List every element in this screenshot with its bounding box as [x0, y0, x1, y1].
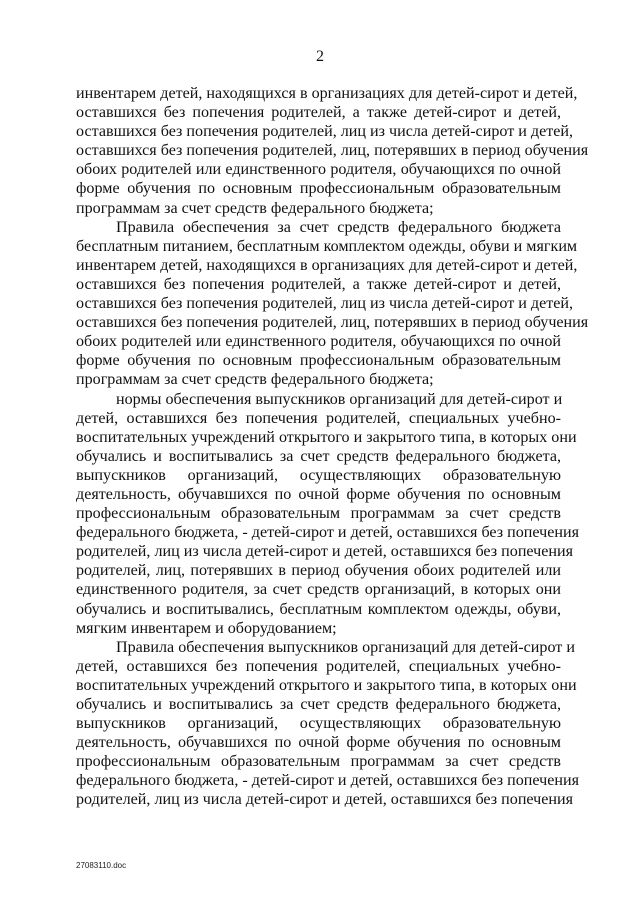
text-line: форме обучения по основным профессиональным образовательным: [76, 180, 561, 198]
text-line: бесплатным питанием, бесплатным комплектом одежды, обуви и мягким: [76, 237, 578, 255]
text-line: обоих родителей или единственного родителя, обучающихся по очной: [76, 333, 561, 351]
text-line: детей, оставшихся без попечения родителей, специальных учебно-: [76, 409, 561, 427]
text-line: программам за счет средств федерального бюджета;: [76, 371, 434, 389]
text-line: форме обучения по основным профессиональным образовательным: [76, 352, 561, 370]
text-line: обучались и воспитывались, бесплатным комплектом одежды, обуви,: [76, 600, 561, 618]
text-line: выпускников организаций, осуществляющих образовательную: [76, 466, 561, 484]
text-line: федерального бюджета, - детей-сирот и детей, оставшихся без попечения: [76, 524, 580, 542]
text-line: профессиональным образовательным программам за счет средств: [76, 505, 561, 523]
text-line: федерального бюджета, - детей-сирот и детей, оставшихся без попечения: [76, 772, 580, 790]
text-line: оставшихся без попечения родителей, лиц из числа детей-сирот и детей,: [76, 123, 574, 141]
paragraph-continuation: [76, 84, 589, 218]
document-body: [76, 84, 589, 810]
paragraph-graduate-norms: [76, 390, 580, 638]
text-line: родителей, лиц из числа детей-сирот и детей, оставшихся без попечения: [76, 543, 574, 561]
text-line: Правила обеспечения выпускников организаций для детей-сирот и: [116, 638, 575, 656]
text-line: оставшихся без попечения родителей, лиц из числа детей-сирот и детей,: [76, 295, 574, 313]
text-line: оставшихся без попечения родителей, а также детей-сирот и детей,: [76, 275, 561, 293]
text-line: родителей, лиц из числа детей-сирот и детей, оставшихся без попечения: [76, 791, 574, 809]
text-line: нормы обеспечения выпускников организаций для детей-сирот и: [116, 390, 563, 408]
text-line: деятельность, обучавшихся по очной форме обучения по основным: [76, 734, 561, 752]
text-line: Правила обеспечения за счет средств федерального бюджета: [116, 218, 561, 236]
paragraph-graduate-rules: [76, 638, 580, 810]
text-line: инвентарем детей, находящихся в организациях для детей-сирот и детей,: [76, 256, 578, 274]
text-line: профессиональным образовательным программам за счет средств: [76, 753, 561, 771]
text-line: воспитательных учреждений открытого и закрытого типа, в которых они: [76, 428, 577, 446]
text-line: воспитательных учреждений открытого и закрытого типа, в которых они: [76, 676, 577, 694]
text-line: детей, оставшихся без попечения родителей, специальных учебно-: [76, 657, 561, 675]
text-line: деятельность, обучавшихся по очной форме обучения по основным: [76, 485, 561, 503]
text-line: оставшихся без попечения родителей, а также детей-сирот и детей,: [76, 104, 561, 122]
text-line: оставшихся без попечения родителей, лиц, потерявших в период обучения: [76, 142, 589, 160]
text-line: обучались и воспитывались за счет средств федерального бюджета,: [76, 696, 561, 713]
text-line: выпускников организаций, осуществляющих образовательную: [76, 715, 561, 733]
file-name-footer: 27083110.doc: [76, 861, 127, 870]
text-line: обоих родителей или единственного родителя, обучающихся по очной: [76, 161, 561, 179]
text-line: инвентарем детей, находящихся в организациях для детей-сирот и детей,: [76, 85, 578, 102]
page-number: 2: [316, 48, 324, 65]
text-line: обучались и воспитывались за счет средств федерального бюджета,: [76, 447, 561, 465]
text-line: единственного родителя, за счет средств организаций, в которых они: [76, 581, 561, 599]
text-line: оставшихся без попечения родителей, лиц, потерявших в период обучения: [76, 314, 589, 332]
paragraph-rules-food-clothing: [76, 218, 589, 390]
text-line: мягким инвентарем и оборудованием;: [76, 619, 337, 637]
text-line: родителей, лиц, потерявших в период обучения обоих родителей или: [76, 562, 561, 580]
text-line: программам за счет средств федерального бюджета;: [76, 199, 434, 217]
